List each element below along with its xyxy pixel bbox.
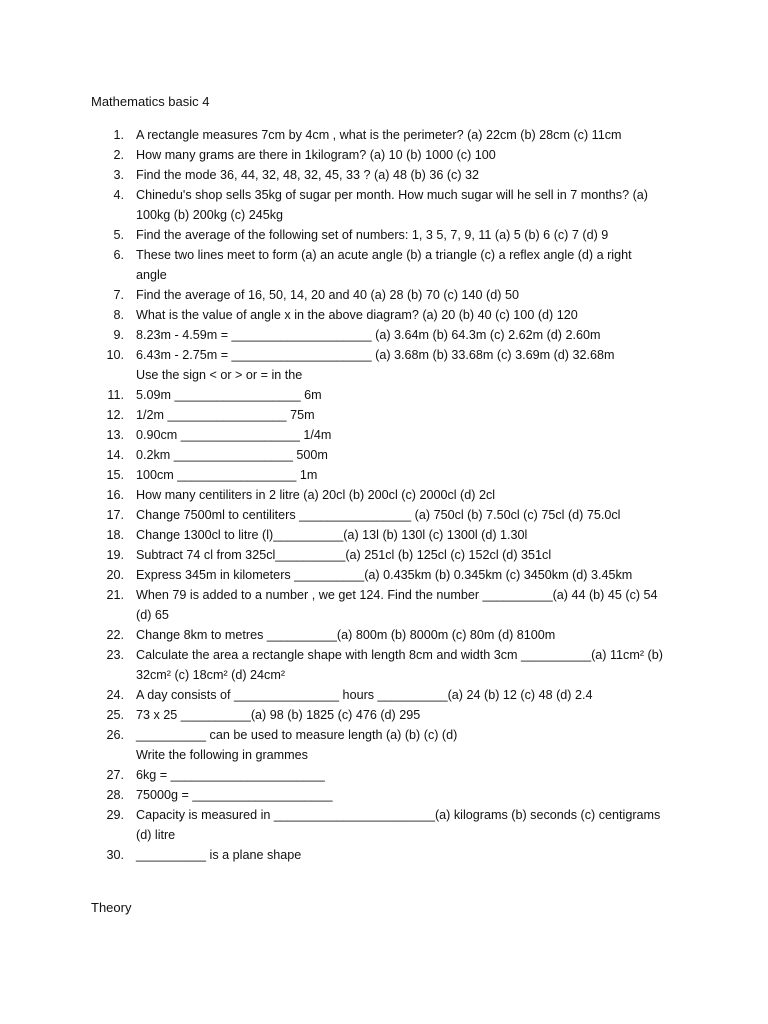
question-item <box>0 585 768 625</box>
question-text-line: 6kg = ______________________ <box>136 768 325 782</box>
question-item <box>0 305 768 325</box>
question-number: 1. <box>113 128 124 142</box>
question-item <box>0 525 768 545</box>
question-text-line: angle <box>136 268 167 282</box>
question-number: 24. <box>106 688 124 702</box>
question-text-line: __________ is a plane shape <box>136 848 302 862</box>
question-item <box>0 345 768 365</box>
instruction-line <box>0 365 768 385</box>
question-number: 16. <box>106 488 124 502</box>
question-item <box>0 705 768 725</box>
question-item <box>0 565 768 585</box>
question-item <box>0 545 768 565</box>
question-number: 25. <box>106 708 124 722</box>
question-text-line: Calculate the area a rectangle shape with length 8cm and width 3cm __________(a) 11cm² (b) <box>136 648 663 662</box>
question-text-line: (d) litre <box>136 828 176 842</box>
question-item <box>0 465 768 485</box>
question-text-line: 32cm² (c) 18cm² (d) 24cm² <box>136 668 286 682</box>
question-item <box>0 245 768 285</box>
question-text-line: 100cm _________________ 1m <box>136 468 318 482</box>
question-number: 4. <box>113 188 124 202</box>
question-text-line: 6.43m - 2.75m = ____________________ (a) 3.68m (b) 33.68m (c) 3.69m (d) 32.68m <box>136 348 615 362</box>
question-text-line: How many centiliters in 2 litre (a) 20cl (b) 200cl (c) 2000cl (d) 2cl <box>136 488 496 502</box>
question-number: 10. <box>106 348 124 362</box>
question-text-line: When 79 is added to a number , we get 124. Find the number __________(a) 44 (b) 45 (c) 54 <box>136 588 658 602</box>
question-item <box>0 385 768 405</box>
question-item <box>0 785 768 805</box>
question-item <box>0 805 768 845</box>
question-text-line: Capacity is measured in _______________________(a) kilograms (b) seconds (c) centigrams <box>136 808 661 822</box>
question-number: 19. <box>106 548 124 562</box>
question-text-line: 0.2km _________________ 500m <box>136 448 328 462</box>
question-item <box>0 325 768 345</box>
question-item <box>0 725 768 745</box>
question-text-line: 0.90cm _________________ 1/4m <box>136 428 332 442</box>
question-number: 28. <box>106 788 124 802</box>
question-number: 21. <box>106 588 124 602</box>
theory-heading: Theory <box>91 900 132 915</box>
question-item <box>0 125 768 145</box>
question-text-line: Find the average of the following set of numbers: 1, 3 5, 7, 9, 11 (a) 5 (b) 6 (c) 7 (d) 9 <box>136 228 609 242</box>
question-number: 11. <box>107 388 124 402</box>
question-item <box>0 405 768 425</box>
question-text-line: Change 7500ml to centiliters ________________ (a) 750cl (b) 7.50cl (c) 75cl (d) 75.0cl <box>136 508 621 522</box>
question-number: 6. <box>113 248 124 262</box>
question-number: 26. <box>106 728 124 742</box>
question-text-line: A day consists of _______________ hours __________(a) 24 (b) 12 (c) 48 (d) 2.4 <box>136 688 593 702</box>
question-text-line: Use the sign < or > or = in the <box>136 368 303 382</box>
question-text-line: 1/2m _________________ 75m <box>136 408 315 422</box>
question-number: 30. <box>106 848 124 862</box>
question-text-line: Find the mode 36, 44, 32, 48, 32, 45, 33 ? (a) 48 (b) 36 (c) 32 <box>136 168 480 182</box>
question-number: 18. <box>106 528 124 542</box>
question-text-line: How many grams are there in 1kilogram? (a) 10 (b) 1000 (c) 100 <box>136 148 496 162</box>
question-number: 27. <box>106 768 124 782</box>
question-text-line: A rectangle measures 7cm by 4cm , what is the perimeter? (a) 22cm (b) 28cm (c) 11cm <box>136 128 622 142</box>
question-text-line: 100kg (b) 200kg (c) 245kg <box>136 208 284 222</box>
question-number: 5. <box>113 228 124 242</box>
question-number: 7. <box>113 288 124 302</box>
question-item <box>0 185 768 225</box>
question-number: 14. <box>106 448 124 462</box>
question-text-line: Subtract 74 cl from 325cl__________(a) 251cl (b) 125cl (c) 152cl (d) 351cl <box>136 548 552 562</box>
question-text-line: These two lines meet to form (a) an acute angle (b) a triangle (c) a reflex angle (d) a right <box>136 248 632 262</box>
question-item <box>0 285 768 305</box>
question-number: 20. <box>106 568 124 582</box>
question-number: 8. <box>113 308 124 322</box>
question-item <box>0 765 768 785</box>
question-item <box>0 445 768 465</box>
question-item <box>0 625 768 645</box>
question-item <box>0 685 768 705</box>
question-item <box>0 845 768 865</box>
question-number: 2. <box>113 148 124 162</box>
question-item <box>0 505 768 525</box>
question-item <box>0 165 768 185</box>
question-number: 3. <box>113 168 124 182</box>
question-number: 15. <box>106 468 124 482</box>
question-text-line: What is the value of angle x in the above diagram? (a) 20 (b) 40 (c) 100 (d) 120 <box>136 308 578 322</box>
question-item <box>0 645 768 685</box>
question-text-line: (d) 65 <box>136 608 169 622</box>
question-text-line: 8.23m - 4.59m = ____________________ (a) 3.64m (b) 64.3m (c) 2.62m (d) 2.60m <box>136 328 601 342</box>
question-item <box>0 425 768 445</box>
question-text-line: Chinedu's shop sells 35kg of sugar per month. How much sugar will he sell in 7 months? (a) <box>136 188 649 202</box>
question-text-line: Change 1300cl to litre (l)__________(a) 13l (b) 130l (c) 1300l (d) 1.30l <box>136 528 528 542</box>
question-text-line: __________ can be used to measure length (a) (b) (c) (d) <box>136 728 458 742</box>
question-text-line: Change 8km to metres __________(a) 800m (b) 8000m (c) 80m (d) 8100m <box>136 628 556 642</box>
question-number: 12. <box>106 408 124 422</box>
instruction-line <box>0 745 768 765</box>
question-number: 29. <box>106 808 124 822</box>
question-item <box>0 485 768 505</box>
question-number: 13. <box>106 428 124 442</box>
question-text-line: Express 345m in kilometers __________(a) 0.435km (b) 0.345km (c) 3450km (d) 3.45km <box>136 568 633 582</box>
question-item <box>0 145 768 165</box>
question-text-line: 73 x 25 __________(a) 98 (b) 1825 (c) 476 (d) 295 <box>136 708 421 722</box>
question-number: 17. <box>106 508 124 522</box>
question-list <box>0 125 768 865</box>
question-text-line: 5.09m __________________ 6m <box>136 388 322 402</box>
question-text-line: 75000g = ____________________ <box>136 788 333 802</box>
document-title: Mathematics basic 4 <box>91 94 210 109</box>
question-text-line: Write the following in grammes <box>136 748 308 762</box>
question-item <box>0 225 768 245</box>
question-number: 22. <box>106 628 124 642</box>
question-text-line: Find the average of 16, 50, 14, 20 and 40 (a) 28 (b) 70 (c) 140 (d) 50 <box>136 288 519 302</box>
question-number: 23. <box>106 648 124 662</box>
question-number: 9. <box>113 328 124 342</box>
